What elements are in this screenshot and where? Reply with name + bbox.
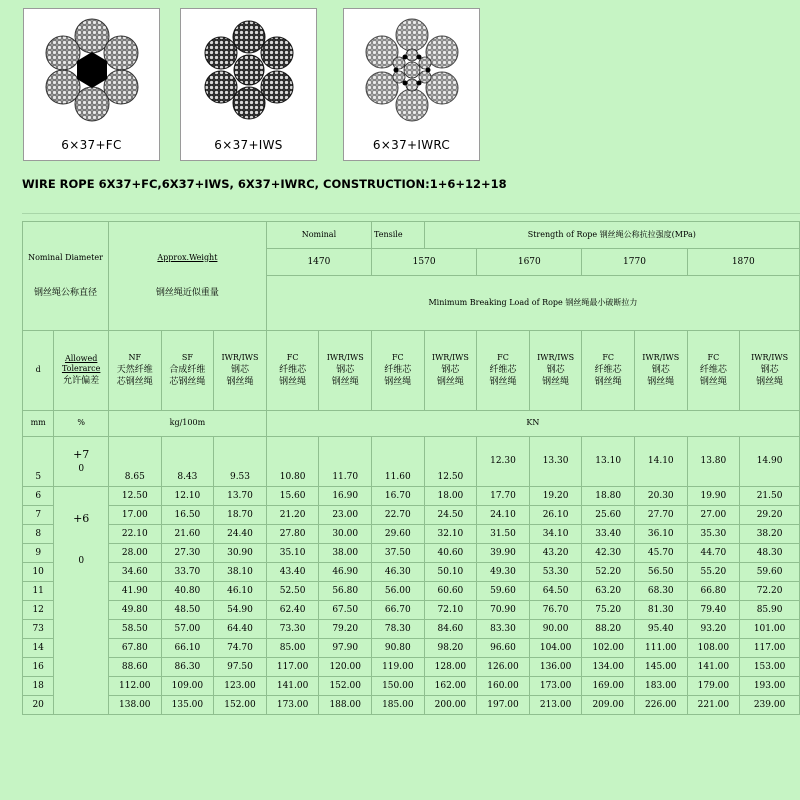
table-row xyxy=(23,582,800,601)
value-cell: 56.50 xyxy=(634,563,687,582)
value-cell: 79.40 xyxy=(687,601,740,620)
diameter-cell: 8 xyxy=(23,525,54,544)
diameter-cell: 9 xyxy=(23,544,54,563)
value-cell: 66.10 xyxy=(161,639,214,658)
table-row xyxy=(23,487,800,506)
value-cell: 169.00 xyxy=(582,677,635,696)
fc-zh-2: 钢丝绳 xyxy=(384,376,412,387)
value-cell: 152.00 xyxy=(214,696,267,715)
value-cell: 64.50 xyxy=(529,582,582,601)
value-cell: 64.40 xyxy=(214,620,267,639)
value-cell: 46.90 xyxy=(319,563,372,582)
value-cell: 193.00 xyxy=(740,677,800,696)
value-cell: 49.30 xyxy=(477,563,530,582)
value-cell: 38.10 xyxy=(214,563,267,582)
value-cell: 8.43 xyxy=(161,437,214,487)
value-cell: 43.20 xyxy=(529,544,582,563)
value-cell: 30.90 xyxy=(214,544,267,563)
value-cell: 14.90 xyxy=(740,437,800,487)
table-row xyxy=(23,677,800,696)
value-cell: 32.10 xyxy=(424,525,477,544)
value-cell: 62.40 xyxy=(266,601,319,620)
grade-1570: 1570 xyxy=(372,249,477,276)
iwr-header xyxy=(214,331,267,411)
wire-rope-spec-table xyxy=(22,221,800,715)
iwr-zh-2: 钢丝绳 xyxy=(756,376,784,387)
value-cell: 209.00 xyxy=(582,696,635,715)
value-cell: 8.65 xyxy=(109,437,162,487)
value-cell: 49.80 xyxy=(109,601,162,620)
tolerance-label-2: Tolerarce xyxy=(61,364,101,374)
value-cell: 117.00 xyxy=(740,639,800,658)
value-cell: 126.00 xyxy=(477,658,530,677)
value-cell: 24.10 xyxy=(477,506,530,525)
table-row xyxy=(23,696,800,715)
diameter-cell: 14 xyxy=(23,639,54,658)
grade-1470: 1470 xyxy=(266,249,371,276)
thumbnail-caption: 6×37+FC xyxy=(61,138,122,152)
value-cell: 108.00 xyxy=(687,639,740,658)
fc-zh-1: 纤维芯 xyxy=(699,364,727,375)
iwr-zh-1: 钢芯 xyxy=(651,364,670,375)
value-cell: 63.20 xyxy=(582,582,635,601)
d-header: d xyxy=(23,331,54,411)
value-cell: 56.00 xyxy=(372,582,425,601)
value-cell: 45.70 xyxy=(634,544,687,563)
value-cell: 57.00 xyxy=(161,620,214,639)
diameter-cell: 73 xyxy=(23,620,54,639)
value-cell: 10.80 xyxy=(266,437,319,487)
value-cell: 120.00 xyxy=(319,658,372,677)
value-cell: 24.40 xyxy=(214,525,267,544)
value-cell: 72.10 xyxy=(424,601,477,620)
rope-cross-section-iwrc-icon xyxy=(357,15,467,125)
value-cell: 13.10 xyxy=(582,437,635,487)
diameter-cell: 11 xyxy=(23,582,54,601)
value-cell: 185.00 xyxy=(372,696,425,715)
fc-zh-1: 纤维芯 xyxy=(489,364,517,375)
approx-weight-label: Approx.Weight xyxy=(157,252,218,262)
value-cell: 33.70 xyxy=(161,563,214,582)
value-cell: 173.00 xyxy=(266,696,319,715)
value-cell: 21.60 xyxy=(161,525,214,544)
fc-label: FC xyxy=(497,352,509,362)
value-cell: 37.50 xyxy=(372,544,425,563)
iwr-label: IWR/IWS xyxy=(326,352,364,362)
iwr-header-1870 xyxy=(740,331,800,411)
value-cell: 35.30 xyxy=(687,525,740,544)
tolerance-upper: +6 xyxy=(73,512,90,525)
diameter-cell: 5 xyxy=(23,437,54,487)
value-cell: 13.30 xyxy=(529,437,582,487)
iwr-zh-2: 钢丝绳 xyxy=(647,376,675,387)
value-cell: 18.80 xyxy=(582,487,635,506)
iwr-label: IWR/IWS xyxy=(431,352,469,362)
fc-zh-2: 钢丝绳 xyxy=(594,376,622,387)
value-cell: 101.00 xyxy=(740,620,800,639)
value-cell: 52.20 xyxy=(582,563,635,582)
table-row xyxy=(23,437,800,487)
fc-header-1570 xyxy=(372,331,425,411)
diameter-cell: 16 xyxy=(23,658,54,677)
fc-zh-1: 纤维芯 xyxy=(384,364,412,375)
nominal-header: Nominal xyxy=(266,222,371,249)
value-cell: 98.20 xyxy=(424,639,477,658)
value-cell: 46.30 xyxy=(372,563,425,582)
fc-zh-1: 纤维芯 xyxy=(594,364,622,375)
sf-header xyxy=(161,331,214,411)
value-cell: 213.00 xyxy=(529,696,582,715)
tolerance-label-1: Allowed xyxy=(64,353,98,363)
value-cell: 67.80 xyxy=(109,639,162,658)
thumbnail-caption: 6×37+IWRC xyxy=(372,138,451,152)
nf-zh-2: 芯钢丝绳 xyxy=(116,376,153,387)
table-row xyxy=(23,544,800,563)
diameter-cell: 20 xyxy=(23,696,54,715)
value-cell: 11.70 xyxy=(319,437,372,487)
value-cell: 16.50 xyxy=(161,506,214,525)
value-cell: 128.00 xyxy=(424,658,477,677)
value-cell: 59.60 xyxy=(740,563,800,582)
value-cell: 60.60 xyxy=(424,582,477,601)
value-cell: 39.90 xyxy=(477,544,530,563)
value-cell: 36.10 xyxy=(634,525,687,544)
value-cell: 16.70 xyxy=(372,487,425,506)
value-cell: 75.20 xyxy=(582,601,635,620)
value-cell: 38.00 xyxy=(319,544,372,563)
value-cell: 78.30 xyxy=(372,620,425,639)
value-cell: 31.50 xyxy=(477,525,530,544)
value-cell: 68.30 xyxy=(634,582,687,601)
grade-1770: 1770 xyxy=(582,249,687,276)
value-cell: 153.00 xyxy=(740,658,800,677)
value-cell: 24.50 xyxy=(424,506,477,525)
nf-label: NF xyxy=(128,352,142,362)
value-cell: 136.00 xyxy=(529,658,582,677)
diameter-cell: 7 xyxy=(23,506,54,525)
value-cell: 27.80 xyxy=(266,525,319,544)
value-cell: 119.00 xyxy=(372,658,425,677)
value-cell: 53.30 xyxy=(529,563,582,582)
value-cell: 19.90 xyxy=(687,487,740,506)
table-row xyxy=(23,563,800,582)
diameter-cell: 6 xyxy=(23,487,54,506)
value-cell: 55.20 xyxy=(687,563,740,582)
value-cell: 66.80 xyxy=(687,582,740,601)
value-cell: 152.00 xyxy=(319,677,372,696)
value-cell: 85.00 xyxy=(266,639,319,658)
value-cell: 97.90 xyxy=(319,639,372,658)
value-cell: 12.10 xyxy=(161,487,214,506)
iwr-label: IWR/IWS xyxy=(751,352,789,362)
fc-header-1870 xyxy=(687,331,740,411)
iwr-zh-1: 钢芯 xyxy=(441,364,460,375)
value-cell: 40.60 xyxy=(424,544,477,563)
value-cell: 123.00 xyxy=(214,677,267,696)
value-cell: 141.00 xyxy=(687,658,740,677)
fc-header-1670 xyxy=(477,331,530,411)
fc-header-1770 xyxy=(582,331,635,411)
value-cell: 109.00 xyxy=(161,677,214,696)
fc-label: FC xyxy=(602,352,615,362)
min-breaking-load-header: Minimum Breaking Load of Rope 钢丝绳最小破断拉力 xyxy=(266,276,799,331)
value-cell: 93.20 xyxy=(687,620,740,639)
sf-zh-1: 合成纤维 xyxy=(169,364,206,375)
value-cell: 73.30 xyxy=(266,620,319,639)
value-cell: 21.20 xyxy=(266,506,319,525)
value-cell: 79.20 xyxy=(319,620,372,639)
value-cell: 145.00 xyxy=(634,658,687,677)
value-cell: 21.50 xyxy=(740,487,800,506)
value-cell: 138.00 xyxy=(109,696,162,715)
value-cell: 59.60 xyxy=(477,582,530,601)
value-cell: 72.20 xyxy=(740,582,800,601)
value-cell: 15.60 xyxy=(266,487,319,506)
value-cell: 84.60 xyxy=(424,620,477,639)
value-cell: 56.80 xyxy=(319,582,372,601)
value-cell: 90.00 xyxy=(529,620,582,639)
value-cell: 50.10 xyxy=(424,563,477,582)
value-cell: 34.10 xyxy=(529,525,582,544)
value-cell: 27.00 xyxy=(687,506,740,525)
fc-zh-2: 钢丝绳 xyxy=(699,376,727,387)
rope-thumbnail-iwrc xyxy=(343,8,480,161)
value-cell: 27.70 xyxy=(634,506,687,525)
value-cell: 18.00 xyxy=(424,487,477,506)
value-cell: 66.70 xyxy=(372,601,425,620)
value-cell: 188.00 xyxy=(319,696,372,715)
nf-header xyxy=(109,331,162,411)
fc-label: FC xyxy=(391,352,404,362)
value-cell: 30.00 xyxy=(319,525,372,544)
iwr-zh-1: 钢芯 xyxy=(230,364,249,375)
value-cell: 13.70 xyxy=(214,487,267,506)
nf-zh-1: 天然纤维 xyxy=(116,364,153,375)
value-cell: 111.00 xyxy=(634,639,687,658)
value-cell: 70.90 xyxy=(477,601,530,620)
value-cell: 179.00 xyxy=(687,677,740,696)
value-cell: 86.30 xyxy=(161,658,214,677)
rope-thumbnail-fc xyxy=(23,8,160,161)
value-cell: 12.30 xyxy=(477,437,530,487)
iwr-zh-1: 钢芯 xyxy=(546,364,565,375)
value-cell: 23.00 xyxy=(319,506,372,525)
sf-label: SF xyxy=(181,352,193,362)
unit-kn: KN xyxy=(266,411,799,437)
value-cell: 43.40 xyxy=(266,563,319,582)
value-cell: 48.30 xyxy=(740,544,800,563)
value-cell: 29.60 xyxy=(372,525,425,544)
iwr-zh-2: 钢丝绳 xyxy=(542,376,570,387)
value-cell: 42.30 xyxy=(582,544,635,563)
value-cell: 112.00 xyxy=(109,677,162,696)
value-cell: 17.00 xyxy=(109,506,162,525)
value-cell: 18.70 xyxy=(214,506,267,525)
value-cell: 27.30 xyxy=(161,544,214,563)
nominal-diameter-zh-label: 钢丝绳公称直径 xyxy=(33,288,97,299)
value-cell: 38.20 xyxy=(740,525,800,544)
strength-header: Strength of Rope 钢丝绳公称抗拉强度(MPa) xyxy=(424,222,799,249)
table-row xyxy=(23,639,800,658)
value-cell: 67.50 xyxy=(319,601,372,620)
value-cell: 40.80 xyxy=(161,582,214,601)
iwr-zh-2: 钢丝绳 xyxy=(331,376,359,387)
value-cell: 96.60 xyxy=(477,639,530,658)
approx-weight-zh-label: 钢丝绳近似重量 xyxy=(155,288,219,299)
value-cell: 135.00 xyxy=(161,696,214,715)
sf-zh-2: 芯钢丝绳 xyxy=(169,376,206,387)
value-cell: 44.70 xyxy=(687,544,740,563)
iwr-label: IWR/IWS xyxy=(537,352,575,362)
diameter-cell: 18 xyxy=(23,677,54,696)
value-cell: 46.10 xyxy=(214,582,267,601)
tensile-header: Tensile xyxy=(372,222,425,249)
nominal-diameter-header xyxy=(23,222,109,331)
value-cell: 25.60 xyxy=(582,506,635,525)
value-cell: 95.40 xyxy=(634,620,687,639)
tolerance-upper: +7 xyxy=(73,448,90,461)
value-cell: 22.70 xyxy=(372,506,425,525)
value-cell: 81.30 xyxy=(634,601,687,620)
value-cell: 12.50 xyxy=(109,487,162,506)
iwr-label: IWR/IWS xyxy=(221,352,259,362)
value-cell: 88.60 xyxy=(109,658,162,677)
value-cell: 33.40 xyxy=(582,525,635,544)
diameter-cell: 10 xyxy=(23,563,54,582)
table-row xyxy=(23,525,800,544)
value-cell: 19.20 xyxy=(529,487,582,506)
fc-zh-2: 钢丝绳 xyxy=(279,376,307,387)
value-cell: 162.00 xyxy=(424,677,477,696)
value-cell: 173.00 xyxy=(529,677,582,696)
fc-label: FC xyxy=(286,352,299,362)
divider xyxy=(22,213,800,214)
value-cell: 197.00 xyxy=(477,696,530,715)
rope-cross-section-iws-icon xyxy=(194,15,304,125)
value-cell: 29.20 xyxy=(740,506,800,525)
diameter-cell: 12 xyxy=(23,601,54,620)
thumbnail-caption: 6×37+IWS xyxy=(214,138,283,152)
value-cell: 22.10 xyxy=(109,525,162,544)
value-cell: 41.90 xyxy=(109,582,162,601)
value-cell: 12.50 xyxy=(424,437,477,487)
value-cell: 183.00 xyxy=(634,677,687,696)
tolerance-lower: 0 xyxy=(78,463,85,474)
value-cell: 97.50 xyxy=(214,658,267,677)
value-cell: 28.00 xyxy=(109,544,162,563)
value-cell: 83.30 xyxy=(477,620,530,639)
iwr-header-1470 xyxy=(319,331,372,411)
value-cell: 85.90 xyxy=(740,601,800,620)
value-cell: 150.00 xyxy=(372,677,425,696)
value-cell: 9.53 xyxy=(214,437,267,487)
value-cell: 34.60 xyxy=(109,563,162,582)
value-cell: 102.00 xyxy=(582,639,635,658)
value-cell: 160.00 xyxy=(477,677,530,696)
grade-1670: 1670 xyxy=(477,249,582,276)
tolerance-zh-label: 允许偏差 xyxy=(63,376,100,387)
unit-percent: % xyxy=(54,411,109,437)
unit-kg: kg/100m xyxy=(109,411,267,437)
iwr-header-1570 xyxy=(424,331,477,411)
tolerance-cell xyxy=(54,487,109,715)
value-cell: 13.80 xyxy=(687,437,740,487)
value-cell: 76.70 xyxy=(529,601,582,620)
fc-header-1470 xyxy=(266,331,319,411)
table-row xyxy=(23,601,800,620)
nominal-diameter-label: Nominal Diameter xyxy=(28,252,103,262)
value-cell: 58.50 xyxy=(109,620,162,639)
tolerance-cell xyxy=(54,437,109,487)
value-cell: 117.00 xyxy=(266,658,319,677)
value-cell: 20.30 xyxy=(634,487,687,506)
unit-mm: mm xyxy=(23,411,54,437)
table-row xyxy=(23,506,800,525)
value-cell: 200.00 xyxy=(424,696,477,715)
iwr-zh-2: 钢丝绳 xyxy=(226,376,254,387)
fc-label: FC xyxy=(707,352,720,362)
value-cell: 74.70 xyxy=(214,639,267,658)
iwr-header-1770 xyxy=(634,331,687,411)
iwr-zh-1: 钢芯 xyxy=(760,364,779,375)
value-cell: 141.00 xyxy=(266,677,319,696)
value-cell: 14.10 xyxy=(634,437,687,487)
approx-weight-header xyxy=(109,222,267,331)
value-cell: 90.80 xyxy=(372,639,425,658)
fc-zh-2: 钢丝绳 xyxy=(489,376,517,387)
value-cell: 17.70 xyxy=(477,487,530,506)
value-cell: 239.00 xyxy=(740,696,800,715)
iwr-header-1670 xyxy=(529,331,582,411)
iwr-zh-2: 钢丝绳 xyxy=(436,376,464,387)
value-cell: 26.10 xyxy=(529,506,582,525)
value-cell: 35.10 xyxy=(266,544,319,563)
tolerance-header xyxy=(54,331,109,411)
iwr-label: IWR/IWS xyxy=(642,352,680,362)
page-heading: WIRE ROPE 6X37+FC,6X37+IWS, 6X37+IWRC, CONSTRUCTION:1+6+12+18 xyxy=(22,177,507,191)
value-cell: 54.90 xyxy=(214,601,267,620)
value-cell: 11.60 xyxy=(372,437,425,487)
value-cell: 52.50 xyxy=(266,582,319,601)
value-cell: 16.90 xyxy=(319,487,372,506)
tolerance-lower: 0 xyxy=(78,555,85,566)
value-cell: 226.00 xyxy=(634,696,687,715)
value-cell: 88.20 xyxy=(582,620,635,639)
value-cell: 48.50 xyxy=(161,601,214,620)
iwr-zh-1: 钢芯 xyxy=(336,364,355,375)
fc-zh-1: 纤维芯 xyxy=(279,364,307,375)
value-cell: 104.00 xyxy=(529,639,582,658)
table-row xyxy=(23,620,800,639)
grade-1870: 1870 xyxy=(687,249,799,276)
value-cell: 134.00 xyxy=(582,658,635,677)
rope-thumbnail-iws xyxy=(180,8,317,161)
rope-cross-section-fc-icon xyxy=(37,15,147,125)
value-cell: 221.00 xyxy=(687,696,740,715)
table-row xyxy=(23,658,800,677)
